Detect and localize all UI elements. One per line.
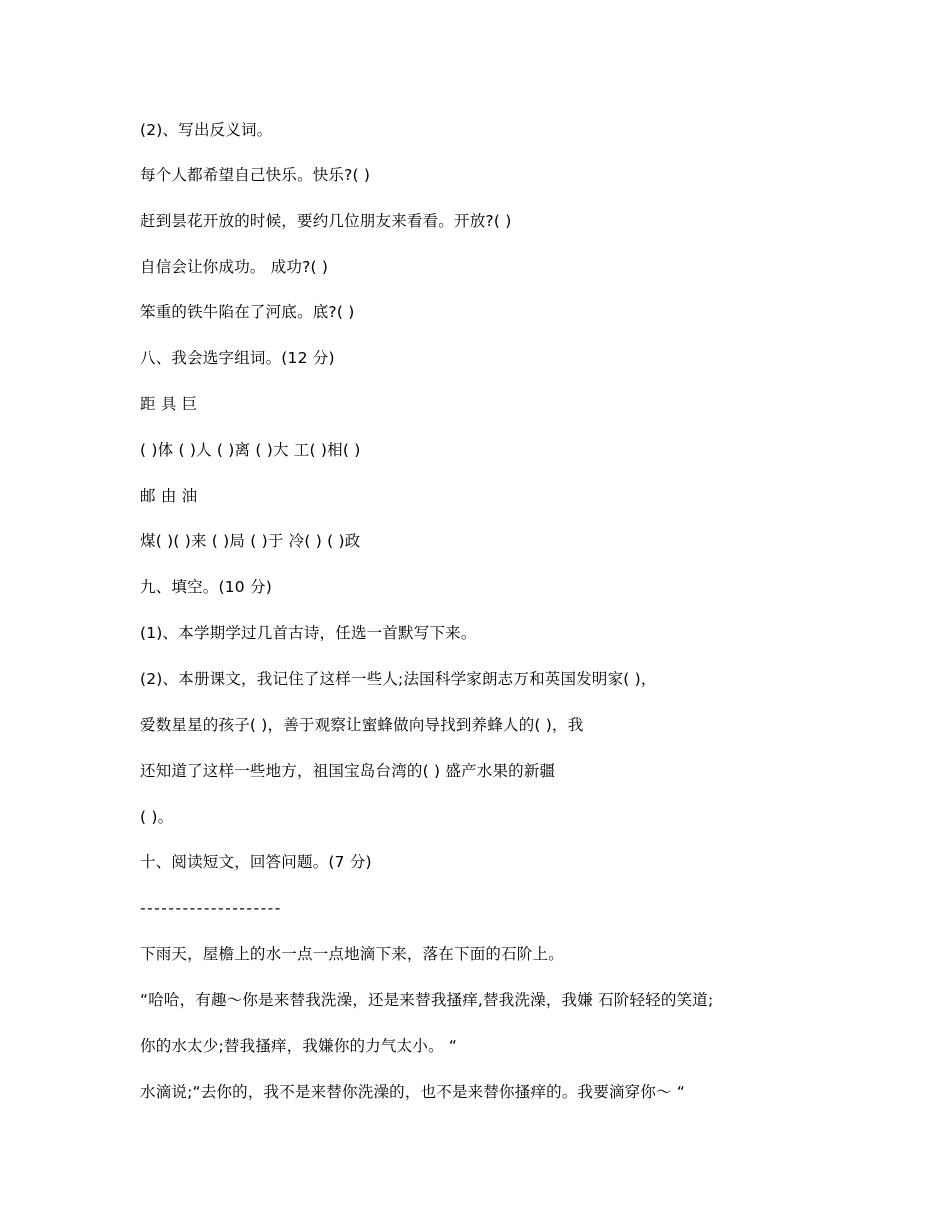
question-2-antonyms-heading: (2)、写出反义词。 <box>140 121 273 139</box>
antonym-item-success: 自信会让你成功。 成功?( ) <box>140 258 329 276</box>
antonym-item-bottom: 笨重的铁牛陷在了河底。底?( ) <box>140 303 355 321</box>
section-10-heading: 十、阅读短文，回答问题。(7 分) <box>140 853 372 871</box>
word-blanks-set-1: ( )体 ( )人 ( )离 ( )大 工( )相( ) <box>140 441 361 459</box>
fill-in-item-2-line-1: (2)、本册课文，我记住了这样一些人;法国科学家朗志万和英国发明家( )， <box>140 670 657 688</box>
fill-in-item-2-line-3: 还知道了这样一些地方，祖国宝岛台湾的( ) 盛产水果的新疆 <box>140 762 556 780</box>
section-9-heading: 九、填空。(10 分) <box>140 578 272 596</box>
passage-paragraph-2-line-2: 你的水太少;替我搔痒，我嫌你的力气太小。 “ <box>140 1037 458 1055</box>
antonym-item-happy: 每个人都希望自己快乐。快乐?( ) <box>140 166 371 184</box>
antonym-item-bloom: 赶到昙花开放的时候，要约几位朋友来看看。开放?( ) <box>140 212 512 230</box>
passage-paragraph-1: 下雨天，屋檐上的水一点一点地滴下来，落在下面的石阶上。 <box>140 945 564 963</box>
fill-in-item-2-line-4: ( )。 <box>140 808 174 826</box>
word-blanks-set-2: 煤( )( )来 ( )局 ( )于 冷( ) ( )政 <box>140 532 361 550</box>
passage-paragraph-3: 水滴说;“去你的，我不是来替你洗澡的，也不是来替你搔痒的。我要滴穿你～ “ <box>140 1083 686 1101</box>
passage-paragraph-2-line-1: “哈哈，有趣～你是来替我洗澡，还是来替我搔痒,替我洗澡，我嫌 石阶轻轻的笑道; <box>140 991 714 1009</box>
fill-in-item-2-line-2: 爱数星星的孩子( )，善于观察让蜜蜂做向导找到养蜂人的( )，我 <box>140 716 584 734</box>
dashed-divider: -------------------- <box>140 899 282 917</box>
fill-in-item-1: (1)、本学期学过几首古诗，任选一首默写下来。 <box>140 624 477 642</box>
word-choice-set-2: 邮 由 油 <box>140 487 198 505</box>
section-8-heading: 八、我会选字组词。(12 分) <box>140 349 335 367</box>
word-choice-set-1: 距 具 巨 <box>140 395 198 413</box>
